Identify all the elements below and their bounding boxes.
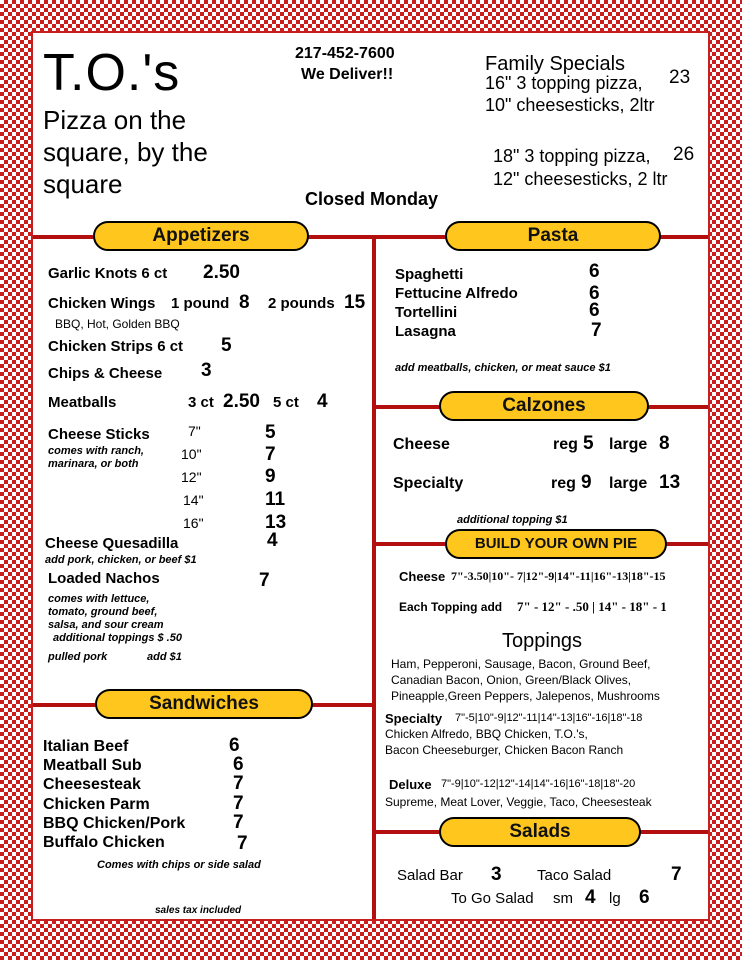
specialty-label: Specialty — [385, 711, 443, 726]
specialty-line-2: Bacon Cheeseburger, Chicken Bacon Ranch — [385, 743, 624, 757]
toppings-line-1: Ham, Pepperoni, Sausage, Bacon, Ground Beef, — [391, 657, 651, 671]
pie-topping-label: Each Topping add — [399, 600, 503, 614]
sandwich-label: Chicken Parm — [43, 796, 150, 813]
sandwich-price: 7 — [233, 812, 244, 833]
quesadilla-note: add pork, chicken, or beef $1 — [45, 554, 197, 566]
family-special-1-line1: 16" 3 topping pizza, — [485, 73, 643, 93]
pasta-note: add meatballs, chicken, or meat sauce $1 — [395, 362, 611, 374]
cheese-sticks-size: 10" — [181, 446, 202, 462]
chips-cheese-label: Chips & Cheese — [48, 365, 163, 382]
garlic-knots-label: Garlic Knots 6 ct — [48, 265, 168, 282]
cheese-sticks-price: 5 — [265, 422, 276, 443]
meatballs-size-2: 5 ct — [273, 394, 299, 411]
calzone-cheese-reg: reg — [553, 436, 578, 453]
sandwich-price: 6 — [229, 735, 240, 756]
pasta-price: 6 — [589, 261, 600, 282]
quesadilla-price: 4 — [267, 530, 278, 551]
meatballs-price-1: 2.50 — [223, 391, 260, 412]
pasta-label: Lasagna — [395, 323, 456, 340]
family-special-1-line2: 10" cheesesticks, 2ltr — [485, 95, 655, 115]
nachos-note-5b: add $1 — [147, 651, 182, 663]
pasta-label: Tortellini — [395, 304, 458, 321]
pasta-heading: Pasta — [445, 221, 661, 251]
meatballs-price-2: 4 — [317, 391, 328, 412]
deluxe-label: Deluxe — [389, 777, 432, 792]
appetizers-heading: Appetizers — [93, 221, 309, 251]
sandwiches-heading: Sandwiches — [95, 689, 313, 719]
wings-size-2: 2 pounds — [268, 295, 335, 312]
cheese-sticks-size: 16" — [183, 515, 204, 531]
sales-tax-note: sales tax included — [155, 905, 242, 916]
sandwich-label: Cheesesteak — [43, 776, 141, 793]
quesadilla-label: Cheese Quesadilla — [45, 535, 179, 552]
sandwich-price: 7 — [237, 833, 248, 854]
garlic-knots-price: 2.50 — [203, 262, 240, 283]
toppings-line-2: Canadian Bacon, Onion, Green/Black Olives, — [391, 673, 632, 687]
sandwich-label: Buffalo Chicken — [43, 834, 165, 851]
salads-heading: Salads — [439, 817, 641, 847]
chicken-strips-price: 5 — [221, 335, 232, 356]
pie-topping-prices: 7" - 12" - .50 | 14" - 18" - 1 — [517, 599, 667, 614]
calzone-cheese-large-price: 8 — [659, 433, 670, 454]
calzone-cheese-large: large — [609, 436, 648, 453]
cheese-sticks-note: comes with ranch, marinara, or both — [48, 445, 144, 470]
toppings-line-3: Pineapple,Green Peppers, Jalepenos, Mushrooms — [391, 689, 660, 703]
chicken-strips-label: Chicken Strips 6 ct — [48, 338, 184, 355]
nachos-note-2: tomato, ground beef, — [48, 606, 158, 618]
calzone-note: additional topping $1 — [457, 514, 568, 526]
phone-number: 217-452-7600 — [295, 45, 395, 62]
cheese-sticks-price: 13 — [265, 512, 287, 533]
pasta-label: Fettucine Alfredo — [395, 285, 518, 302]
to-go-salad-lg-price: 6 — [639, 887, 650, 908]
nachos-price: 7 — [259, 570, 270, 591]
calzone-cheese-label: Cheese — [393, 436, 450, 453]
pasta-price: 6 — [589, 283, 600, 304]
salad-bar-price: 3 — [491, 864, 502, 885]
menu-page — [31, 31, 710, 921]
sandwich-price: 7 — [233, 773, 244, 794]
calzone-specialty-large: large — [609, 475, 648, 492]
delivery-note: We Deliver!! — [301, 66, 394, 83]
nachos-note-4: additional toppings $ .50 — [53, 632, 182, 644]
taco-salad-label: Taco Salad — [537, 867, 612, 884]
wings-size-1: 1 pound — [171, 295, 230, 312]
family-specials-title: Family Specials — [485, 53, 626, 75]
family-special-2-line1: 18" 3 topping pizza, — [493, 146, 651, 166]
pasta-price: 7 — [591, 320, 602, 341]
family-special-2-line2: 12" cheesesticks, 2 ltr — [493, 169, 668, 189]
cheese-sticks-size: 14" — [183, 492, 204, 508]
pasta-label: Spaghetti — [395, 266, 464, 283]
column-divider — [372, 237, 376, 921]
deluxe-line-1: Supreme, Meat Lover, Veggie, Taco, Cheesesteak — [385, 795, 652, 809]
toppings-heading: Toppings — [502, 630, 583, 652]
sandwich-label: Italian Beef — [43, 738, 129, 755]
cheese-sticks-size: 12" — [181, 469, 202, 485]
to-go-salad-lg: lg — [609, 890, 621, 907]
nachos-note-1: comes with lettuce, — [48, 593, 150, 605]
nachos-note-3: salsa, and sour cream — [48, 619, 164, 631]
to-go-salad-label: To Go Salad — [451, 890, 534, 907]
meatballs-label: Meatballs — [48, 394, 117, 411]
calzones-heading: Calzones — [439, 391, 649, 421]
pie-cheese-prices: 7"-3.50|10"- 7|12"-9|14"-11|16"-13|18"-15 — [451, 569, 666, 583]
wings-flavors: BBQ, Hot, Golden BBQ — [55, 317, 180, 331]
cheese-sticks-price: 11 — [265, 489, 286, 510]
specialty-prices: 7"-5|10"-9|12"-11|14"-13|16"-16|18"-18 — [455, 712, 643, 724]
to-go-salad-sm: sm — [553, 890, 573, 907]
salad-bar-label: Salad Bar — [397, 867, 463, 884]
meatballs-size-1: 3 ct — [188, 394, 214, 411]
calzone-specialty-reg-price: 9 — [581, 472, 592, 493]
pie-cheese-label: Cheese — [399, 569, 446, 584]
calzone-specialty-reg: reg — [551, 475, 576, 492]
to-go-salad-sm-price: 4 — [585, 887, 596, 908]
sandwich-price: 7 — [233, 793, 244, 814]
build-your-own-pie-heading: BUILD YOUR OWN PIE — [445, 529, 667, 559]
chips-cheese-price: 3 — [201, 360, 212, 381]
taco-salad-price: 7 — [671, 864, 682, 885]
sandwich-price: 6 — [233, 754, 244, 775]
sandwich-label: Meatball Sub — [43, 757, 142, 774]
restaurant-logo: T.O.'s — [43, 44, 181, 102]
cheese-sticks-size: 7" — [188, 423, 201, 439]
nachos-note-5a: pulled pork — [48, 651, 108, 663]
cheese-sticks-label: Cheese Sticks — [48, 426, 150, 443]
calzone-specialty-large-price: 13 — [659, 472, 681, 493]
chicken-wings-label: Chicken Wings — [48, 295, 156, 312]
sandwich-label: BBQ Chicken/Pork — [43, 815, 186, 832]
cheese-sticks-price: 7 — [265, 444, 276, 465]
nachos-label: Loaded Nachos — [48, 570, 160, 587]
specialty-line-1: Chicken Alfredo, BBQ Chicken, T.O.'s, — [385, 727, 588, 741]
wings-price-2: 15 — [344, 292, 366, 313]
wings-price-1: 8 — [239, 292, 250, 313]
closed-notice: Closed Monday — [305, 189, 439, 209]
family-special-2-price: 26 — [673, 144, 695, 165]
family-special-1-price: 23 — [669, 67, 691, 88]
restaurant-tagline: Pizza on the square, by the square — [43, 105, 208, 199]
sandwiches-note: Comes with chips or side salad — [97, 859, 261, 871]
pasta-price: 6 — [589, 300, 600, 321]
cheese-sticks-price: 9 — [265, 466, 276, 487]
deluxe-prices: 7"-9|10"-12|12"-14|14"-16|16"-18|18"-20 — [441, 778, 636, 790]
calzone-specialty-label: Specialty — [393, 475, 464, 492]
calzone-cheese-reg-price: 5 — [583, 433, 594, 454]
